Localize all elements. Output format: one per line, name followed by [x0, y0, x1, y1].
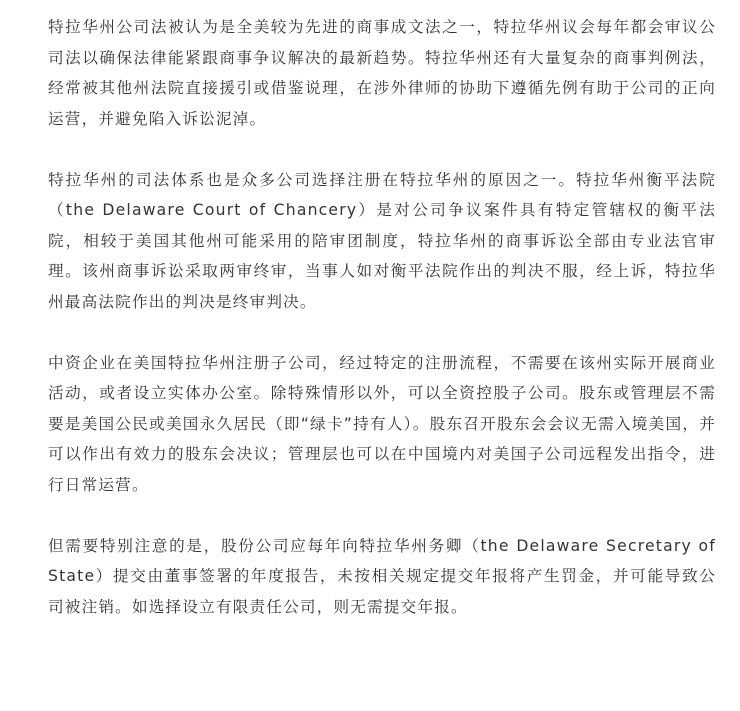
- paragraph-chinese-enterprise-registration: 中资企业在美国特拉华州注册子公司，经过特定的注册流程，不需要在该州实际开展商业活动，或者设立实体办公室。除特殊情形以外，可以全资控股子公司。股东或管理层不需要是美国公民或美国永久居民（即“绿卡”持有人）。股东召开股东会会议无需入境美国，并可以作出有效力的股东会决议；管理层也可以在中国境内对美国子公司远程发出指令，进行日常运营。: [48, 353, 716, 494]
- paragraph-annual-report-notice: 但需要特别注意的是，股份公司应每年向特拉华州务卿（the Delaware Secretary of State）提交由董事签署的年度报告，未按相关规定提交年报将产生罚金，并可能导致公司被注销。如选择设立有限责任公司，则无需提交年报。: [48, 536, 716, 616]
- paragraph-delaware-corporate-law: 特拉华州公司法被认为是全美较为先进的商事成文法之一，特拉华州议会每年都会审议公司法以确保法律能紧跟商事争议解决的最新趋势。特拉华州还有大量复杂的商事判例法，经常被其他州法院直接援引或借鉴说理，在涉外律师的协助下遵循先例有助于公司的正向运营，并避免陷入诉讼泥淖。: [48, 18, 716, 128]
- article-body: [48, 12, 716, 653]
- paragraph-delaware-judicial-system: 特拉华州的司法体系也是众多公司选择注册在特拉华州的原因之一。特拉华州衡平法院（the Delaware Court of Chancery）是对公司争议案件具有特定管辖权的衡平法院，相较于美国其他州可能采用的陪审团制度，特拉华州的商事诉讼全部由专业法官审理。该州商事诉讼采取两审终审，当事人如对衡平法院作出的判决不服，经上诉，特拉华州最高法院作出的判决是终审判决。: [48, 170, 716, 311]
